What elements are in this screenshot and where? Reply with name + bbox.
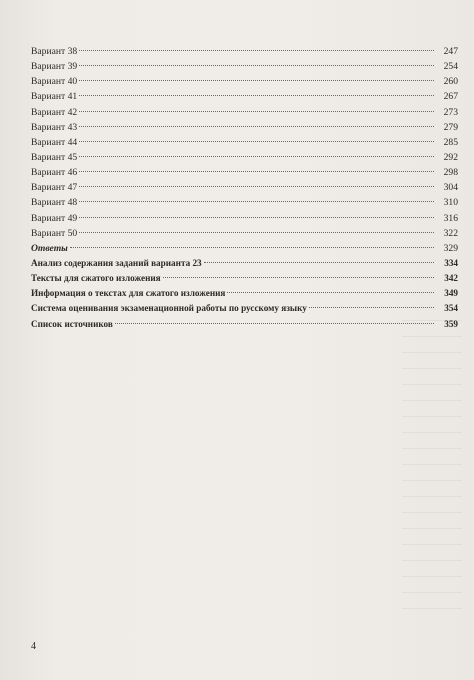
toc-entry-page: 310 (443, 197, 458, 209)
toc-dot-leader (79, 217, 434, 218)
toc-dot-leader (79, 80, 434, 81)
toc-entry-page: 349 (444, 288, 458, 299)
toc-entry-title: Список источников (31, 318, 113, 329)
toc-dot-leader (204, 262, 434, 263)
toc-entry (31, 301, 458, 316)
toc-dot-leader (115, 323, 434, 324)
bleed-through-texture (402, 320, 462, 620)
toc-entry (31, 241, 458, 256)
toc-dot-leader (79, 95, 434, 96)
toc-entry (31, 226, 458, 241)
toc-entry (31, 256, 458, 271)
toc-entry-title: Вариант 44 (31, 136, 78, 148)
toc-entry-title: Система оценивания экзаменационной работы по русскому языку (31, 303, 307, 314)
toc-entry-page: 279 (443, 121, 458, 133)
toc-entry (31, 211, 458, 226)
toc-dot-leader (79, 50, 434, 51)
toc-dot-leader (79, 171, 434, 172)
toc-entry (31, 120, 458, 135)
toc-dot-leader (309, 307, 434, 308)
toc-dot-leader (79, 232, 434, 233)
toc-entry-title: Вариант 43 (31, 121, 78, 133)
toc-entry-page: 292 (443, 151, 458, 163)
toc-entry-page: 322 (443, 227, 458, 239)
toc-entry-title: Вариант 42 (31, 106, 78, 118)
toc-entry-title: Вариант 40 (31, 76, 78, 88)
toc-entry-page: 304 (443, 182, 458, 194)
toc-entry-page: 342 (444, 273, 458, 284)
toc-entry-title: Вариант 38 (31, 46, 78, 57)
toc-entry (31, 271, 458, 286)
toc-dot-leader (79, 156, 434, 157)
toc-entry-page: 359 (444, 318, 458, 329)
toc-entry-title: Информация о текстах для сжатого изложения (31, 288, 226, 299)
page-number: 4 (31, 641, 36, 652)
toc-entry (31, 150, 458, 165)
toc-entry-page: 334 (444, 257, 458, 268)
toc-entry-title: Вариант 46 (31, 167, 78, 179)
toc-entry (31, 135, 458, 150)
toc-dot-leader (79, 126, 434, 127)
table-of-contents (31, 44, 458, 332)
toc-dot-leader (79, 186, 434, 187)
toc-entry-title: Вариант 50 (31, 227, 78, 239)
toc-entry (31, 286, 458, 301)
toc-dot-leader (227, 292, 434, 293)
toc-entry-page: 285 (443, 136, 458, 148)
toc-entry (31, 165, 458, 180)
toc-entry-page: 354 (444, 303, 458, 314)
toc-entry-page: 247 (443, 46, 458, 57)
toc-entry-title: Анализ содержания заданий варианта 23 (31, 257, 202, 268)
toc-entry-page: 329 (443, 242, 458, 254)
toc-entry-title: Вариант 47 (31, 182, 78, 194)
toc-dot-leader (163, 277, 434, 278)
toc-entry-title: Ответы (31, 242, 68, 254)
toc-entry-title: Вариант 49 (31, 212, 78, 224)
toc-entry-title: Вариант 41 (31, 91, 78, 103)
toc-entry (31, 74, 458, 89)
toc-entry-page: 316 (443, 212, 458, 224)
toc-entry-title: Вариант 45 (31, 151, 78, 163)
toc-entry-page: 267 (443, 91, 458, 103)
toc-entry (31, 44, 458, 59)
toc-entry-title: Тексты для сжатого изложения (31, 273, 161, 284)
toc-entry (31, 317, 458, 332)
toc-entry (31, 180, 458, 195)
toc-dot-leader (79, 141, 434, 142)
toc-entry-page: 260 (443, 76, 458, 88)
toc-entry-title: Вариант 48 (31, 197, 78, 209)
toc-dot-leader (79, 201, 434, 202)
toc-entry-page: 298 (443, 167, 458, 179)
toc-entry-page: 273 (443, 106, 458, 118)
toc-dot-leader (79, 65, 434, 66)
toc-entry (31, 59, 458, 74)
toc-entry (31, 195, 458, 210)
toc-entry (31, 105, 458, 120)
toc-entry (31, 89, 458, 104)
toc-entry-title: Вариант 39 (31, 61, 78, 73)
toc-dot-leader (79, 111, 434, 112)
toc-entry-page: 254 (443, 61, 458, 73)
toc-dot-leader (70, 247, 434, 248)
